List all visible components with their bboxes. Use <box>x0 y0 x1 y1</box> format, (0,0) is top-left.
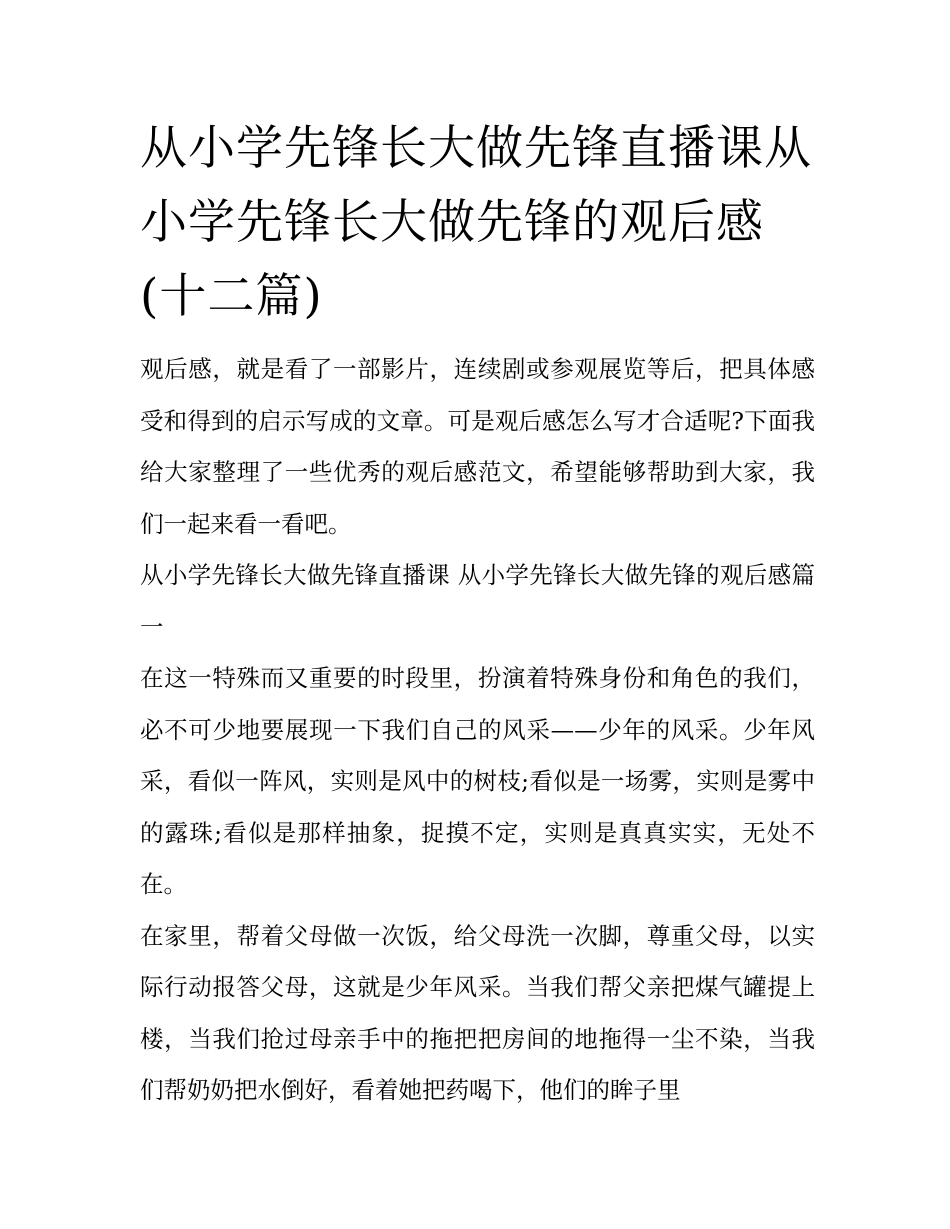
paragraph-body-1: 在这一特殊而又重要的时段里，扮演着特殊身份和角色的我们，必不可少地要展现一下我们自己的风采——少年的风采。少年风采，看似一阵风，实则是风中的树枝;看似是一场雾，实则是雾中的露珠;看似是那样抽象，捉摸不定，实则是真真实实，无处不在。 <box>140 664 815 898</box>
document-title: 从小学先锋长大做先锋直播课从小学先锋长大做先锋的观后感(十二篇) <box>140 121 812 324</box>
document-body <box>140 112 815 1117</box>
paragraph-intro: 观后感，就是看了一部影片，连续剧或参观展览等后，把具体感受和得到的启示写成的文章。可是观后感怎么写才合适呢?下面我给大家整理了一些优秀的观后感范文，希望能够帮助到大家，我们一起来看一看吧。 <box>140 355 815 538</box>
paragraph-section-heading: 从小学先锋长大做先锋直播课 从小学先锋长大做先锋的观后感篇一 <box>140 561 815 641</box>
paragraph-body-2: 在家里，帮着父母做一次饭，给父母洗一次脚，尊重父母，以实际行动报答父母，这就是少年风采。当我们帮父亲把煤气罐提上楼，当我们抢过母亲手中的拖把把房间的地拖得一尘不染，当我们帮奶奶把水倒好，看着她把药喝下，他们的眸子里 <box>140 921 815 1104</box>
